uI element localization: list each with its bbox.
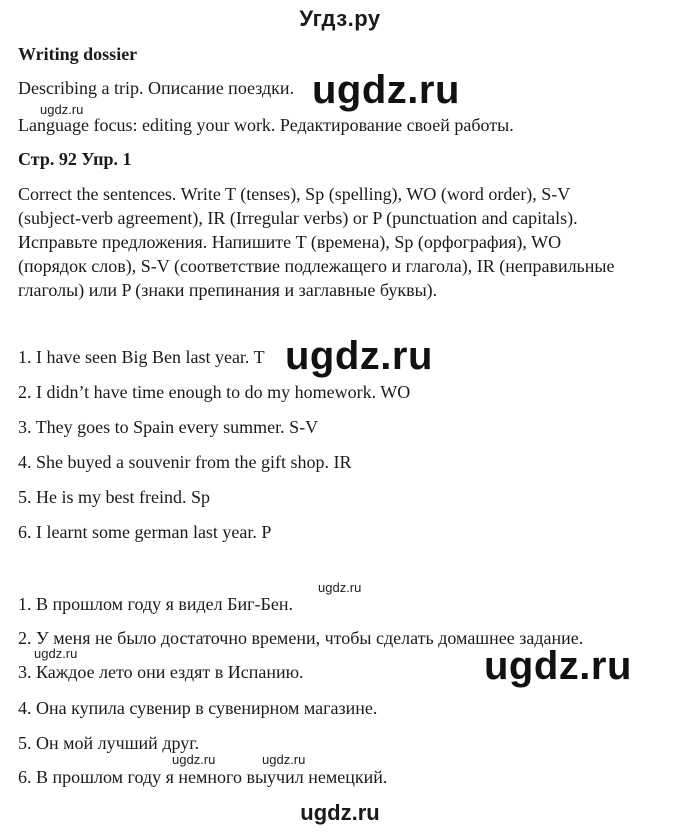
answer-en-4: 4. She buyed a souvenir from the gift shop. IR [18,452,352,472]
watermark-small: ugdz.ru [40,102,84,117]
site-footer: ugdz.ru [300,800,380,825]
intro-line-2: Language focus: editing your work. Редактирование своей работы. [18,115,514,135]
watermark-small: ugdz.ru [172,752,216,767]
answer-en-5: 5. He is my best freind. Sp [18,487,210,507]
task-line-5: глаголы) или P (знаки препинания и заглавные буквы). [18,280,438,300]
answer-en-2: 2. I didn’t have time enough to do my homework. WO [18,382,411,402]
site-header: Угдз.ру [299,6,381,31]
answer-ru-2: 2. У меня не было достаточно времени, чтобы сделать домашнее задание. [18,628,584,648]
answer-ru-3: 3. Каждое лето они ездят в Испанию. [18,662,304,682]
watermark-small: ugdz.ru [34,646,78,661]
task-line-3: Исправьте предложения. Напишите T (времена), Sp (орфография), WO [18,232,562,252]
watermark-logo: ugdz.ru [312,68,460,112]
answer-ru-5: 5. Он мой лучший друг. [18,733,200,753]
section-heading: Стр. 92 Упр. 1 [18,149,132,169]
document-title: Writing dossier [18,44,138,64]
watermark-small: ugdz.ru [318,580,362,595]
intro-line-1: Describing a trip. Описание поездки. [18,78,295,98]
answer-en-1: 1. I have seen Big Ben last year. T [18,347,265,367]
answer-en-3: 3. They goes to Spain every summer. S-V [18,417,319,437]
watermark-logo: ugdz.ru [484,644,632,688]
answer-ru-4: 4. Она купила сувенир в сувенирном магазине. [18,698,378,718]
answer-en-6: 6. I learnt some german last year. P [18,522,272,542]
task-line-4: (порядок слов), S-V (соответствие подлежащего и глагола), IR (неправильные [18,256,615,276]
watermark-small: ugdz.ru [262,752,306,767]
answer-ru-6: 6. В прошлом году я немного выучил немецкий. [18,767,388,787]
watermark-logo: ugdz.ru [285,334,433,378]
answer-ru-1: 1. В прошлом году я видел Биг-Бен. [18,594,293,614]
task-line-1: Correct the sentences. Write T (tenses), Sp (spelling), WO (word order), S-V [18,184,571,204]
task-line-2: (subject-verb agreement), IR (Irregular verbs) or P (punctuation and capitals). [18,208,578,228]
